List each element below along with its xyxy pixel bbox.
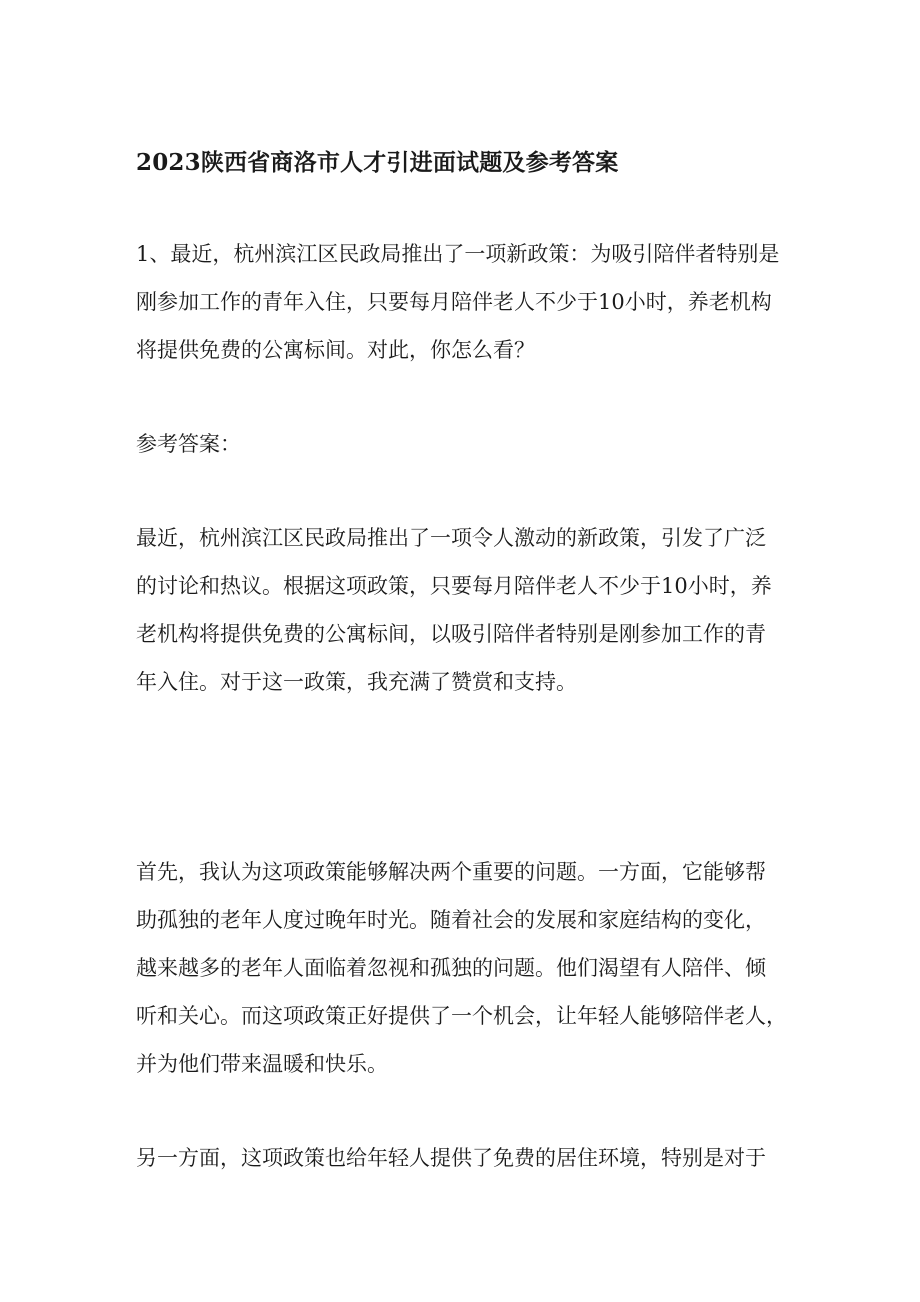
paragraph-line: 另一方面，这项政策也给年轻人提供了免费的居住环境，特别是对于 (136, 1146, 766, 1170)
paragraph-line: 最近，杭州滨江区民政局推出了一项令人激动的新政策，引发了广泛 (136, 526, 766, 550)
answer-label-text: 参考答案： (136, 432, 241, 456)
question-line: 刚参加工作的青年入住，只要每月陪伴老人不少于10小时，养老机构 (136, 290, 772, 314)
answer-paragraph-1 (136, 514, 796, 706)
answer-paragraph-3 (136, 1134, 796, 1182)
answer-label (136, 420, 796, 468)
question-line: 1、最近，杭州滨江区民政局推出了一项新政策：为吸引陪伴者特别是 (136, 242, 780, 266)
document-title: 2023陕西省商洛市人才引进面试题及参考答案 (136, 149, 619, 176)
paragraph-line: 的讨论和热议。根据这项政策，只要每月陪伴老人不少于10小时，养 (136, 574, 772, 598)
question-paragraph (136, 230, 796, 374)
paragraph-line: 助孤独的老年人度过晚年时光。随着社会的发展和家庭结构的变化， (136, 908, 766, 932)
paragraph-line: 听和关心。而这项政策正好提供了一个机会，让年轻人能够陪伴老人， (136, 1004, 787, 1028)
paragraph-line: 越来越多的老年人面临着忽视和孤独的问题。他们渴望有人陪伴、倾 (136, 956, 766, 980)
paragraph-line: 首先，我认为这项政策能够解决两个重要的问题。一方面，它能够帮 (136, 860, 766, 884)
paragraph-line: 并为他们带来温暖和快乐。 (136, 1052, 388, 1076)
paragraph-line: 年入住。对于这一政策，我充满了赞赏和支持。 (136, 670, 577, 694)
answer-paragraph-2 (136, 848, 796, 1088)
question-line: 将提供免费的公寓标间。对此，你怎么看？ (136, 338, 535, 362)
paragraph-line: 老机构将提供免费的公寓标间，以吸引陪伴者特别是刚参加工作的青 (136, 622, 766, 646)
